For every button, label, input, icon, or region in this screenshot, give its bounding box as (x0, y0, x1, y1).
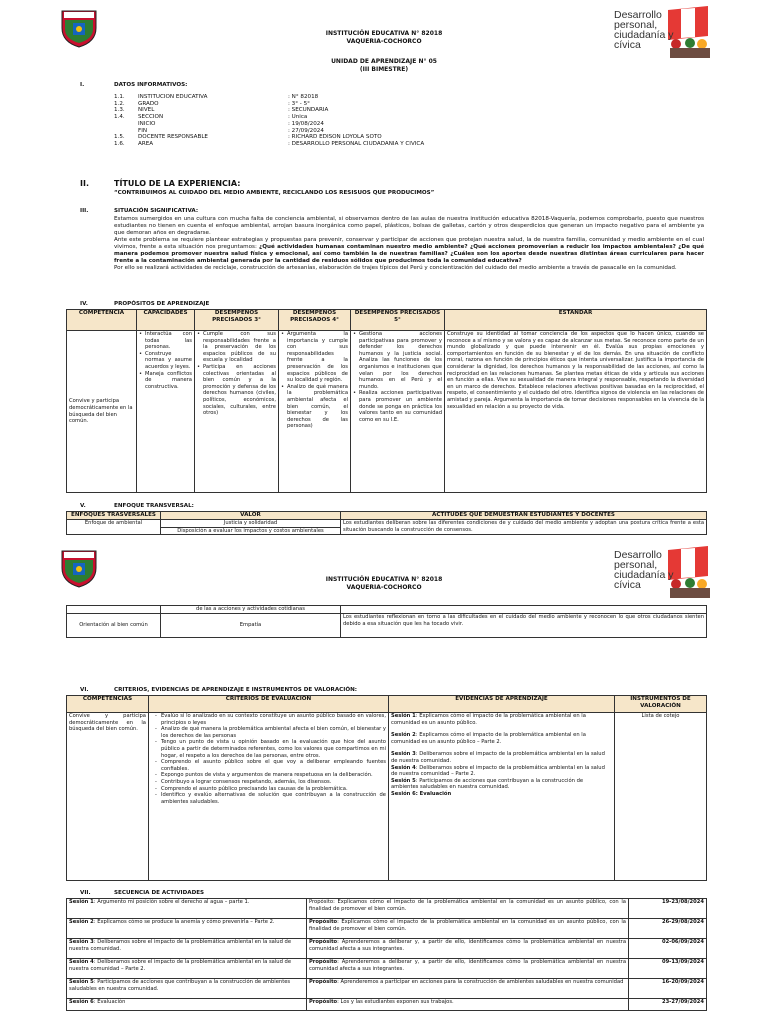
info-row: 1.3. NIVEL : SECUNDARIA (114, 107, 329, 114)
list-item: • Interactúa con todas las personas. (139, 331, 192, 351)
unit-subtitle: (III BIMESTRE) (359, 66, 409, 73)
school-name: INSTITUCIÓN EDUCATIVA N° 82018 (325, 30, 443, 37)
criterios-cell (149, 713, 389, 881)
column-header: ESTANDAR (445, 310, 707, 331)
date-cell: 09-13/09/2024 (629, 959, 707, 979)
valor-cell: Justicia y solidaridad (161, 520, 341, 528)
table-row (67, 899, 707, 919)
purpose-cell: Propósito: Aprenderemos a deliberar y, a partir de ello, identificamos cómo la problemática ambiental en nuestra comunidad afecta a sus integrantes. (307, 959, 629, 979)
list-item: • Analizo de qué manera la problemática ambiental afecta el bien común, el bienestar y los derechos de las personas) (281, 384, 348, 430)
column-header: COMPETENCIAS (67, 696, 149, 713)
date-cell: 02-06/09/2024 (629, 939, 707, 959)
school-place: VAQUERIA-COCHORCO (346, 584, 422, 591)
area-logo (612, 546, 708, 598)
info-row: 1.1. INSTITUCIÓN EDUCATIVA : N° 82018 (114, 94, 319, 100)
experience-title: “CONTRIBUIMOS AL CUIDADO DEL MEDIO AMBIENTE, RECICLANDO LOS RESISUOS QUE PRODUCIMOS” (114, 190, 435, 196)
list-item: - Tengo un punto de vista u opinión basado en la evaluación que hice del asunto público a partir de determinados referentes, como los valores que compartimos en mi hogar, el respeto a los derechos de las personas, entre otros. (155, 739, 386, 759)
purpose-cell: Propósito: Explicamos cómo el impacto de la problemática ambiental en la comunidad es un asunto público, con la finalidad de promover el bien común. (307, 919, 629, 939)
school-place: VAQUERIA-COCHORCO (346, 38, 422, 45)
section-num: IV. (80, 301, 88, 307)
list-item: Sesión 2: Explicamos cómo el impacto de la problemática ambiental en la comunidad es un asunto público – Parte 2. (391, 732, 586, 745)
purpose-cell: Propósito: Explicamos cómo el impacto de la problemática ambiental en la comunidad es un asunto público, con la finalidad de promover el bien común. (307, 899, 629, 919)
section-title: CRITERIOS, EVIDENCIAS DE APRENDIZAJE E INSTRUMENTOS DE VALORACIÓN: (114, 687, 358, 693)
school-crest-icon (60, 548, 98, 588)
session-cell: Sesión 4: Deliberamos sobre el impacto de la problemática ambiental en la salud de nuestra comunidad – Parte 2. (67, 959, 307, 979)
purpose-cell: Propósito: Aprenderemos a deliberar y, a partir de ello, identificamos cómo la problemática ambiental en nuestra comunidad afecta a sus integrantes. (307, 939, 629, 959)
school-crest-icon (60, 8, 98, 48)
instrumento-cell: Lista de cotejo (615, 713, 707, 881)
section-num: VI. (80, 687, 89, 693)
table-row (67, 939, 707, 959)
school-name: INSTITUCIÓN EDUCATIVA N° 82018 (325, 576, 443, 583)
column-header: INSTRUMENTOS DE VALORACIÓN (615, 696, 707, 713)
section-title: TÍTULO DE LA EXPERIENCIA: (114, 179, 241, 188)
list-item: Sesión 5: Participamos de acciones que contribuyan a la construcción de ambientes saludables en nuestra comunidad. (391, 777, 584, 791)
enfoque-table-cont (66, 605, 707, 638)
section-title: SITUACIÓN SIGNIFICATIVA: (114, 208, 199, 214)
list-item: - Comprendo el asunto público sobre el que voy a deliberar empleando fuentes confiables. (155, 759, 386, 772)
actitud-cell: Los estudiantes deliberan sobre las diferentes condiciones de y cuidado del medio ambiente y adoptan una postura crítica frente a esta situación buscando la construcción de consensos. (341, 520, 707, 535)
capacidades-cell (137, 331, 195, 493)
section-title: DATOS INFORMATIVOS: (114, 82, 188, 88)
logo-line: cívica (614, 39, 641, 51)
desempenos-3-cell (195, 331, 279, 493)
logo-line: ciudadanía y (614, 569, 674, 581)
actitud-cell: Los estudiantes reflexionan en torno a las dificultades en el cuidado del medio ambiente y reconocen lo que otros ciudadanos sienten debido a esa situación que les ha tocado vivir. (341, 614, 707, 638)
evidencias-cell (389, 713, 615, 881)
column-header: COMPETENCIA (67, 310, 137, 331)
table-row (67, 979, 707, 999)
list-item: Sesión 4: Deliberamos sobre el impacto de la problemática ambiental en la salud de nuestra comunidad – Parte 2. (391, 764, 605, 778)
desempenos-5-cell (351, 331, 445, 493)
sequence-table (66, 898, 707, 1011)
list-item: Sesión 1: Explicamos cómo el impacto de la problemática ambiental en la comunidad es un asunto público. (391, 713, 586, 726)
situation-paragraph: Estamos sumergidos en una cultura con mucha falta de conciencia ambiental, si observamos dentro de las aulas de nuestra institución educativa 82018-Vaquería, podemos comprobarlo, puesto que nuestros estudiantes no tienen en cuenta el enfoque ambiental, arrojan basura inorgánica como papel, plásticos, bolsas de galletas, cartón y otros desperdicios que generan un impacto negativo para el ambiente ya que demoran años en degradarse. (114, 216, 704, 236)
table-row (67, 959, 707, 979)
list-item: - Analizo de qué manera la problemática ambiental afecta el bien común, el bienestar y los derechos de las personas (155, 726, 386, 739)
valor-cell: de las a acciones y actividades cotidianas (161, 606, 341, 614)
section-title: PROPÓSITOS DE APRENDIZAJE (114, 301, 210, 307)
column-header: DESEMPENOS PRECISADOS 3° (195, 310, 279, 331)
list-item: • Gestiona acciones participativas para promover y defender los derechos humanos y la justicia social. Analiza las funciones de los organismos e instituciones que velan por los derechos humanos en el Perú y el mundo. (353, 331, 442, 390)
criteria-table (66, 695, 707, 881)
session-cell: Sesión 1: Argumento mi posición sobre el derecho al agua – parte 1. (67, 899, 307, 919)
info-row: 1.5. DOCENTE RESPONSABLE : RICHARD EDISON LOYOLA SOTO (114, 134, 382, 141)
table-row (67, 919, 707, 939)
column-header: EVIDENCIAS DE APRENDIZAJE (389, 696, 615, 713)
column-header: ACTITUDES QUE DEMUESTRAN ESTUDIANTES Y DOCENTES (341, 512, 707, 520)
session-cell: Sesión 3: Deliberamos sobre el impacto de la problemática ambiental en la salud de nuestra comunidad. (67, 939, 307, 959)
list-item: Sesión 6: Evaluación (391, 790, 452, 797)
competencia-cell: Convive y participa democráticamente en la búsqueda del bien común. (67, 331, 137, 493)
list-item: Sesión 3: Deliberamos sobre el impacto de la problemática ambiental en la salud de nuestra comunidad. (391, 751, 605, 764)
list-item: • Cumple con sus responsabilidades frente a la preservación de los espacios públicos de su escuela y localidad (197, 331, 276, 364)
desempenos-4-cell (279, 331, 351, 493)
column-header: DESEMPENOS PRECISADOS 5° (351, 310, 445, 331)
info-row: 1.2. GRADO : 3° - 5° (114, 100, 310, 107)
purpose-cell: Propósito: Aprenderemos a participar en acciones para la construcción de ambientes saludables en nuestra comunidad (307, 979, 629, 999)
list-item: • Realiza acciones participativas para promover un ambiente donde se ponga en práctica los valores tanto en su comunidad como en su I.E. (353, 390, 442, 423)
list-item: - Comprendo el asunto público precisando las causas de la problemática. (155, 786, 386, 793)
date-cell: 16-20/09/2024 (629, 979, 707, 999)
section-num: III. (80, 208, 89, 214)
unit-title: UNIDAD DE APRENDIZAJE N° 05 (331, 58, 437, 65)
table-row (67, 999, 707, 1011)
section-num: II. (80, 179, 89, 188)
list-item: - Identifico y evalúo alternativas de solución que contribuyan a la construcción de ambientes saludables. (155, 792, 386, 805)
area-logo (612, 6, 708, 58)
logo-line: Desarrollo (614, 549, 662, 561)
logo-line: personal, (614, 559, 658, 571)
info-row: FIN : 27/09/2024 (138, 127, 324, 134)
column-header: ENFOQUES TRASVERSALES (67, 512, 161, 520)
logo-line: cívica (614, 579, 641, 591)
estandar-cell: Construye su identidad al tomar conciencia de los aspectos que lo hacen único, cuando se reconoce a sí mismo y se valora y es capaz de alcanzar sus metas. Se reconoce como parte de un mundo globalizado y que puede intervenir en él. Evalúa sus propias emociones y comportamientos en función de su bienestar y el de los demás. En una situación de conflicto moral, razona en función de principios éticos que intenta universalizar. Justifica la importancia de considerar la dignidad, los derechos humanos y la responsabilidad de las acciones, así como la reciprocidad en las relaciones humanas. Se plantea metas éticas de vida y articula sus acciones en función a ellas. Vive su sexualidad de manera integral y responsable, respetando la diversidad en un marco de derechos. Establece relaciones afectivas positivas basadas en la reciprocidad, el respeto, el consentimiento y el cuidado del otro. Identifica signos de violencia en las relaciones de amistad y pareja. Argumenta la importancia de tomar decisiones responsables en la vivencia de la sexualidad en relación a su proyecto de vida. (445, 331, 707, 493)
purpose-cell: Propósito: Los y las estudiantes exponen sus trabajos. (307, 999, 629, 1011)
info-row: 1.4. SECCIÓN : Única (114, 114, 308, 121)
list-item: - Evalúo si lo analizado en su contexto constituye un asunto público basado en valores, principios o leyes (155, 713, 386, 726)
list-item: • Argumenta la importancia y cumple con sus responsabilidades frente a la preservación de los espacios públicos de su localidad y región. (281, 331, 348, 384)
enfoque-cell: Orientación al bien común (67, 614, 161, 638)
date-cell: 19-23/08/2024 (629, 899, 707, 919)
situation-paragraph: Por ello se realizará actividades de reciclaje, construcción de artesanías, elaboración de trajes típicos del Perú y concientización del cuidado del medio ambiente a través de pasacalle en la comunidad. (114, 265, 677, 271)
info-row: 1.6. ÁREA : DESARROLLO PERSONAL CIUDADANÍA Y CÍVICA (114, 140, 425, 147)
section-num: V. (80, 503, 86, 509)
section-title: ENFOQUE TRANSVERSAL: (114, 503, 194, 509)
column-header: CRITERIOS DE EVALUACION (149, 696, 389, 713)
enfoque-table (66, 511, 707, 535)
session-cell: Sesión 5: Participamos de acciones que contribuyan a la construcción de ambientes saludables en nuestra comunidad. (67, 979, 307, 999)
section-num: VII. (80, 890, 91, 896)
situation-text (114, 216, 704, 272)
situation-paragraph: Ante este problema se requiere plantear estrategias y propuestas para prevenir, conservar y participar de acciones que protejan nuestra salud, la de nuestra familia, comunidad y medio ambiente en el cual vivimos, frente a esta situación nos preguntamos: ¿Qué actividades humanas contaminan nuestro medio ambiente? ¿Qué acciones promoverían a reducir los impactos ambientales? ¿De qué manera podemos promover nuestra salud física y emocional, así como también la de nuestras familias? ¿Cuáles son los aportes desde nuestras distintas áreas curriculares para hacer frente a la contaminación ambiental generada por la cantidad de residuos sólidos que producimos toda la comunidad educativa? (114, 237, 704, 264)
list-item: - Contribuyo a lograr consensos respetando, además, los disensos. (155, 779, 386, 786)
enfoque-cell: Enfoque de ambiental (67, 520, 161, 528)
session-cell: Sesión 6: Evaluación (67, 999, 307, 1011)
column-header: DESEMPENOS PRECISADOS 4° (279, 310, 351, 331)
section-num: I. (80, 82, 85, 88)
list-item: - Expongo puntos de vista y argumentos de manera respetuosa en la deliberación. (155, 772, 386, 779)
date-cell: 23-27/09/2024 (629, 999, 707, 1011)
column-header: VALOR (161, 512, 341, 520)
situation-questions: ¿Qué actividades humanas contaminan nuestro medio ambiente? ¿Qué acciones promoverían a reducir los impactos ambientales? ¿De qué manera podemos promover nuestra salud física y emocional, así como también la de nuestras familias? ¿Cuáles son los aportes desde nuestras distintas áreas curriculares para hacer frente a la contaminación ambiental generada por la cantidad de residuos sólidos que producimos toda la comunidad educativa? (114, 244, 704, 264)
date-cell: 26-29/08/2024 (629, 919, 707, 939)
column-header: CAPACIDADES (137, 310, 195, 331)
logo-line: ciudadanía y (614, 29, 674, 41)
purposes-table (66, 309, 707, 493)
list-item: • Construye normas y asume acuerdos y leyes. (139, 351, 192, 371)
valor-cell: Empatía (161, 614, 341, 638)
section-title: SECUENCIA DE ACTIVIDADES (114, 890, 205, 896)
competencia-cell: Convive y participa democráticamente en la búsqueda del bien común. (67, 713, 149, 881)
info-table (114, 94, 474, 148)
logo-line: personal, (614, 19, 658, 31)
info-row: INICIO : 19/08/2024 (138, 120, 324, 127)
list-item: • Maneja conflictos de manera constructiva. (139, 371, 192, 391)
valor-cell: Disposición a evaluar los impactos y costos ambientales (161, 527, 341, 535)
list-item: • Participa en acciones colectivas orientadas al bien común y a la promoción y defensa de los derechos humanos (civiles, políticos, económicos, sociales, culturales, entre otros) (197, 364, 276, 417)
session-cell: Sesión 2: Explicamos cómo se produce la anemia y cómo prevenirla – Parte 2. (67, 919, 307, 939)
logo-line: Desarrollo (614, 9, 662, 21)
